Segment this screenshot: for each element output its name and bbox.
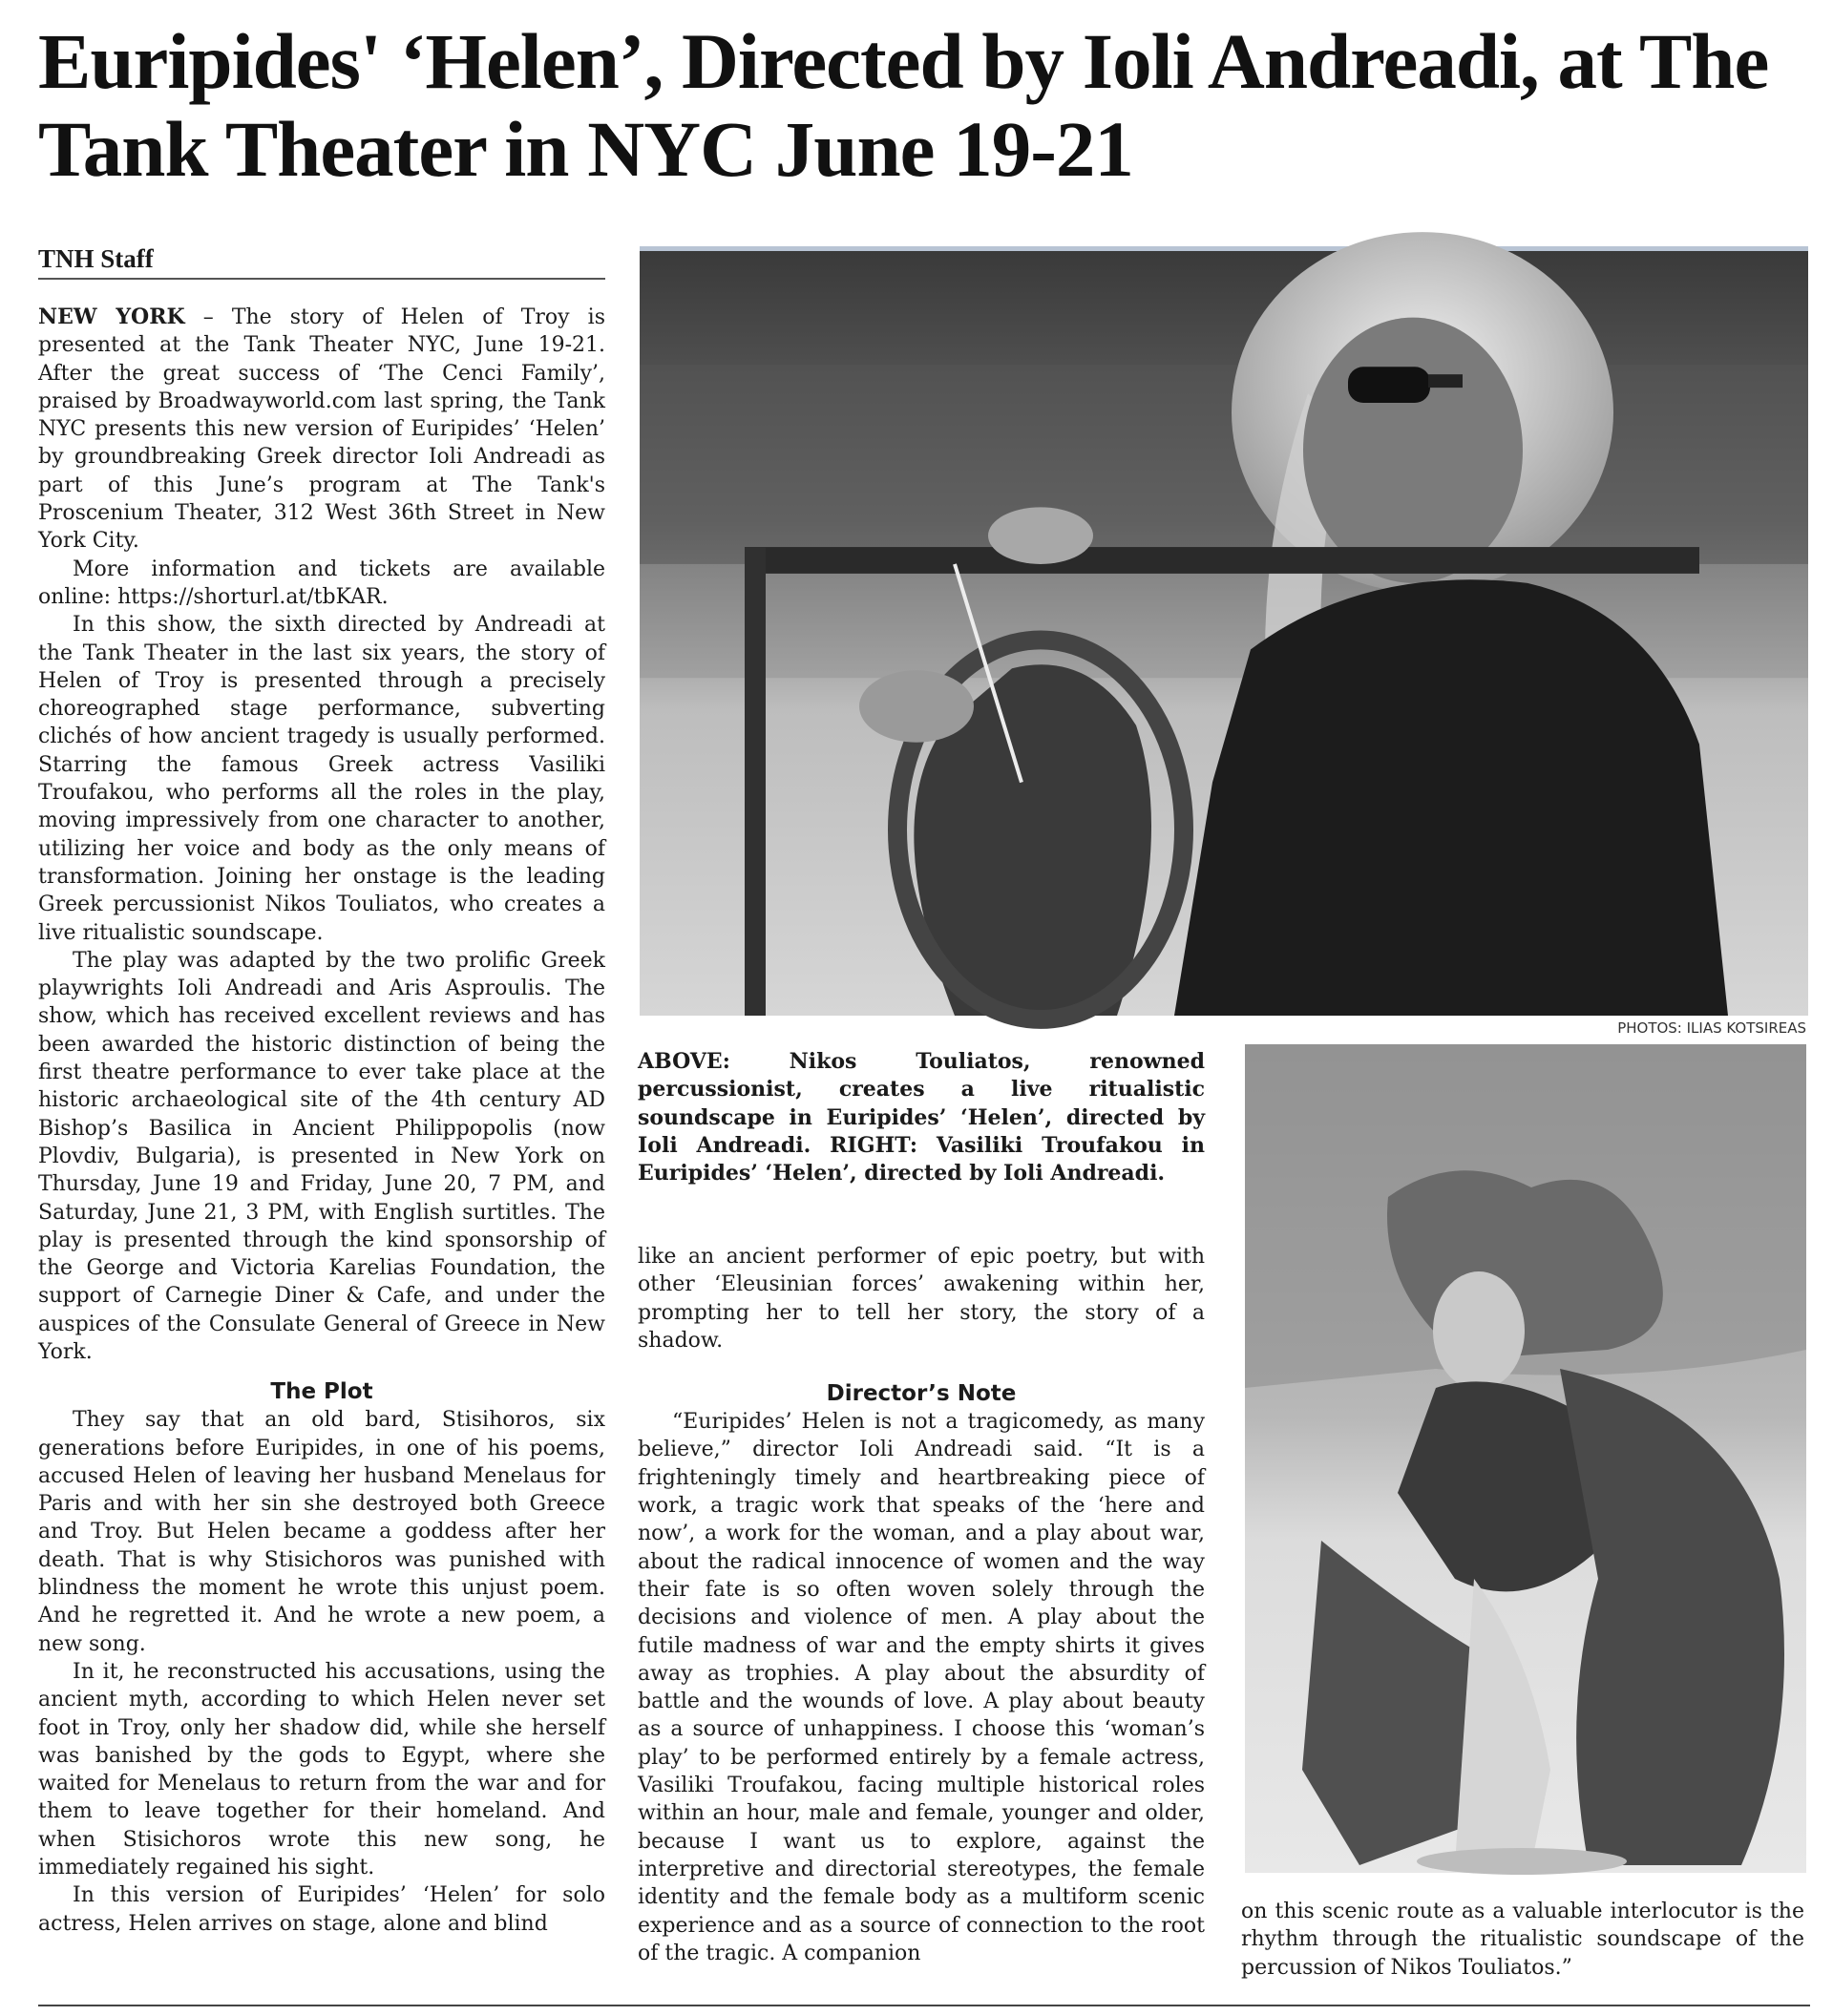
section-heading-plot: The Plot	[270, 1379, 373, 1405]
paragraph-show: In this show, the sixth directed by Andreadi at the Tank Theater in the last six years, the story of Helen of Troy is presented through a precisely choreographed stage performance, subverting clichés of how ancient tragedy is usually performed. Starring the famous Greek actress Vasiliki Troufakou, who performs all the roles in the play, moving impressively from one character to another, utilizing her voice and body as the only means of transformation. Joining her onstage is the leading Greek percussionist Nikos Touliatos, who creates a live ritualistic soundscape.	[38, 613, 605, 945]
paragraph-directors-note: “Euripides’ Helen is not a tragicomedy, as many believe,” director Ioli Andreadi said. “It is a frighteningly timely and heartbreaking piece of work, a tragic work that speaks of the ‘here and now’, a work for the woman, and a play about war, about the radical innocence of women and the way their fate is so often woven solely through the decisions and violence of men. A play about the futile madness of war and the empty shirts it gives away as trophies. A play about the absurdity of battle and the wounds of love. A play about beauty as a source of unhappiness. I choose this ‘woman’s play’ to be performed entirely by a female actress, Vasiliki Troufakou, facing multiple historical roles within an hour, male and female, younger and older, because I want us to explore, against the interpretive and directorial stereotypes, the female identity and the female body as a multiform scenic experience and as a source of connection to the root of the tragic. A companion	[638, 1410, 1205, 1965]
paragraph-plot-1: They say that an old bard, Stisihoros, six generations before Euripides, in one of his poems, accused Helen of leaving her husband Menelaus for Paris and with her sin she destroyed both Greece and Troy. But Helen became a goddess after her death. That is why Stisichoros was punished with blindness the moment he wrote this unjust poem. And he regretted it. And he wrote a new poem, a new song.	[38, 1408, 605, 1656]
photo-credit: PHOTOS: ILIAS KOTSIREAS	[1617, 1019, 1806, 1037]
photo-percussionist	[640, 246, 1808, 1016]
dateline: NEW YORK	[38, 304, 185, 329]
paragraph-helen-arrives: like an ancient performer of epic poetry, but with other ‘Eleusinian forces’ awakening within her, prompting her to tell her story, the story of a shadow.	[638, 1245, 1205, 1353]
headline: Euripides' ‘Helen’, Directed by Ioli Andreadi, at The Tank Theater in NYC June 19-21	[38, 17, 1769, 193]
paragraph-intro	[38, 304, 605, 556]
paragraph-adaptation: The play was adapted by the two prolific Greek playwrights Ioli Andreadi and Aris Asproulis. The show, which has received excellent reviews and has been awarded the historic distinction of being the first theatre performance to ever take place at the historic archaeological site of the 4th century AD Bishop’s Basilica in Ancient Philippopolis (now Plovdiv, Bulgaria), is presented in New York on Thursday, June 19 and Friday, June 20, 7 PM, and Saturday, June 21, 3 PM, with English surtitles. The play is presented through the kind sponsorship of the George and Victoria Karelias Foundation, the support of Carnegie Diner & Cafe, and under the auspices of the Consulate General of Greece in New York.	[38, 948, 605, 1364]
paragraph-tickets: More information and tickets are available online: https://shorturl.at/tbKAR.	[38, 556, 605, 609]
byline: TNH Staff	[38, 244, 605, 280]
photo-caption: ABOVE: Nikos Touliatos, renowned percussionist, creates a live ritualistic soundscape in Euripides’ ‘Helen’, directed by Ioli Andreadi. RIGHT: Vasiliki Troufakou in Euripides’ ‘Helen’, directed by Ioli Andreadi.	[638, 1049, 1205, 1186]
paragraph-intro-text: – The story of Helen of Troy is presented at the Tank Theater NYC, June 19-21. After the great success of ‘The Cenci Family’, praised by Broadwayworld.com last spring, the Tank NYC presents this new version of Euripides’ ‘Helen’ by groundbreaking Greek director Ioli Andreadi as part of this June’s program at The Tank's Proscenium Theater, 312 West 36th Street in New York City.	[38, 305, 605, 554]
article-column-1	[38, 304, 605, 2003]
photo-actress	[1245, 1044, 1806, 1873]
paragraph-plot-3: In this version of Euripides’ ‘Helen’ for solo actress, Helen arrives on stage, alone and blind	[38, 1883, 605, 1936]
photo-percussionist-image	[640, 251, 1808, 1016]
footer-rule	[38, 2005, 1810, 2006]
paragraph-directors-note-end: on this scenic route as a valuable interlocutor is the rhythm through the ritualistic soundscape of the percussion of Nikos Touliatos.”	[1241, 1900, 1804, 1980]
photo-actress-image	[1245, 1044, 1806, 1873]
section-heading-directors-note: Director’s Note	[826, 1381, 1017, 1407]
article-column-3	[1241, 1898, 1804, 2003]
article-column-2	[638, 1243, 1205, 1965]
paragraph-plot-2: In it, he reconstructed his accusations, using the ancient myth, according to which Helen never set foot in Troy, only her shadow did, while she herself was banished by the gods to Egypt, where she waited for Menelaus to return from the war and for them to leave together for their homeland. And when Stisichoros wrote this new song, he immediately regained his sight.	[38, 1659, 605, 1880]
